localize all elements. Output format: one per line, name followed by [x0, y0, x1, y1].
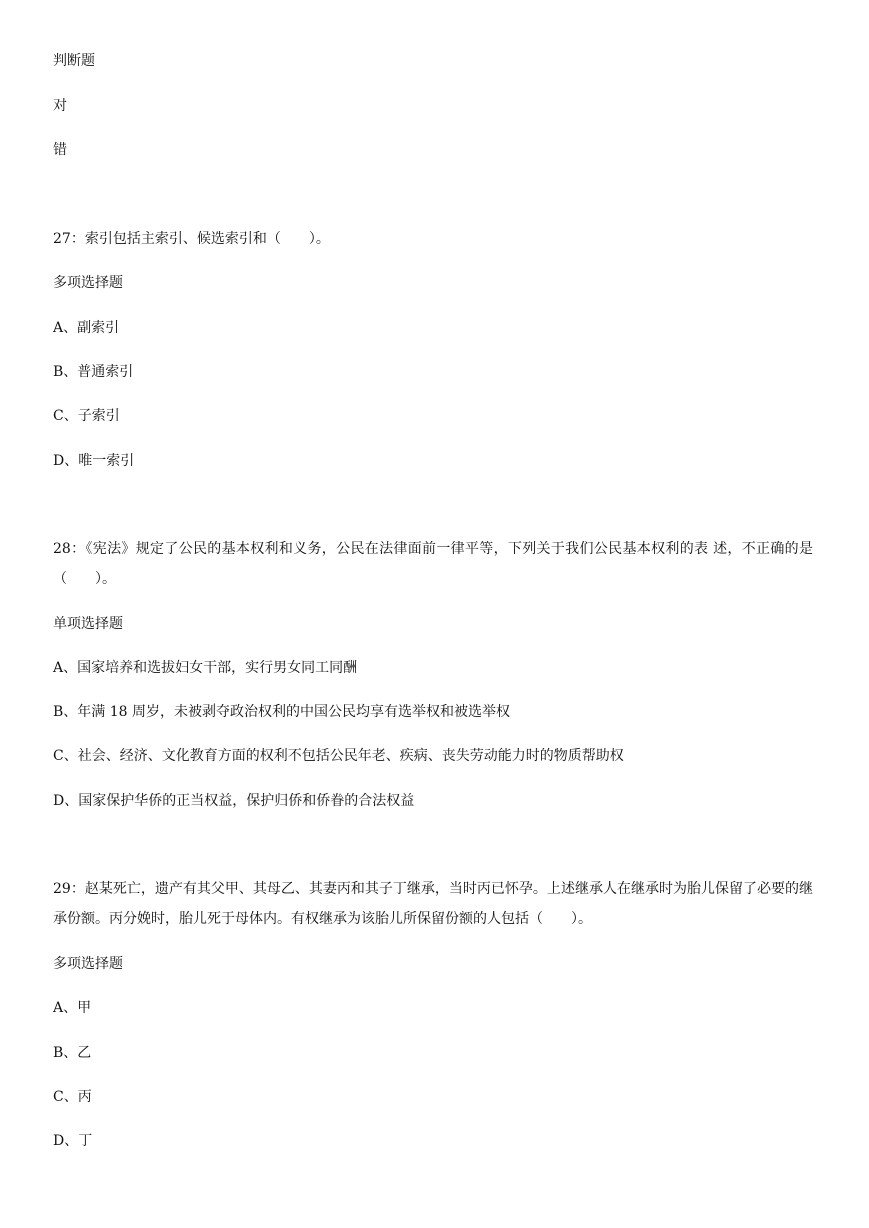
option-c: C、子索引 [53, 408, 120, 424]
option-c: C、社会、经济、文化教育方面的权利不包括公民年老、疾病、丧失劳动能力时的物质帮助权 [53, 748, 624, 764]
option-a: A、甲 [53, 1000, 92, 1016]
option-c: C、丙 [53, 1089, 92, 1105]
question-type: 多项选择题 [53, 275, 123, 291]
question-type: 单项选择题 [53, 616, 123, 632]
question-stem: 28：《宪法》规定了公民的基本权利和义务，公民在法律面前一律平等，下列关于我们公民基本权利的表 述，不正确的是（ ）。 [53, 541, 813, 587]
option-d: D、丁 [53, 1133, 93, 1149]
option-false: 错 [53, 142, 67, 158]
option-d: D、唯一索引 [53, 453, 135, 469]
option-b: B、普通索引 [53, 364, 134, 380]
option-b: B、年满 18 周岁，未被剥夺政治权利的中国公民均享有选举权和被选举权 [53, 704, 511, 720]
option-d: D、国家保护华侨的正当权益，保护归侨和侨眷的合法权益 [53, 793, 415, 809]
option-a: A、国家培养和选拔妇女干部，实行男女同工同酬 [53, 660, 358, 676]
question-type: 多项选择题 [53, 956, 123, 972]
option-a: A、副索引 [53, 320, 120, 336]
question-stem: 27：索引包括主索引、候选索引和（ ）。 [53, 231, 330, 247]
option-b: B、乙 [53, 1045, 92, 1061]
question-stem: 29：赵某死亡，遗产有其父甲、其母乙、其妻丙和其子丁继承，当时丙已怀孕。上述继承人在继承时为胎儿保留了必要的继承份额。丙分娩时，胎儿死于母体内。有权继承为该胎儿所保留份额的人包括（ ）。 [53, 881, 813, 927]
question-type: 判断题 [53, 53, 95, 69]
option-true: 对 [53, 98, 67, 114]
